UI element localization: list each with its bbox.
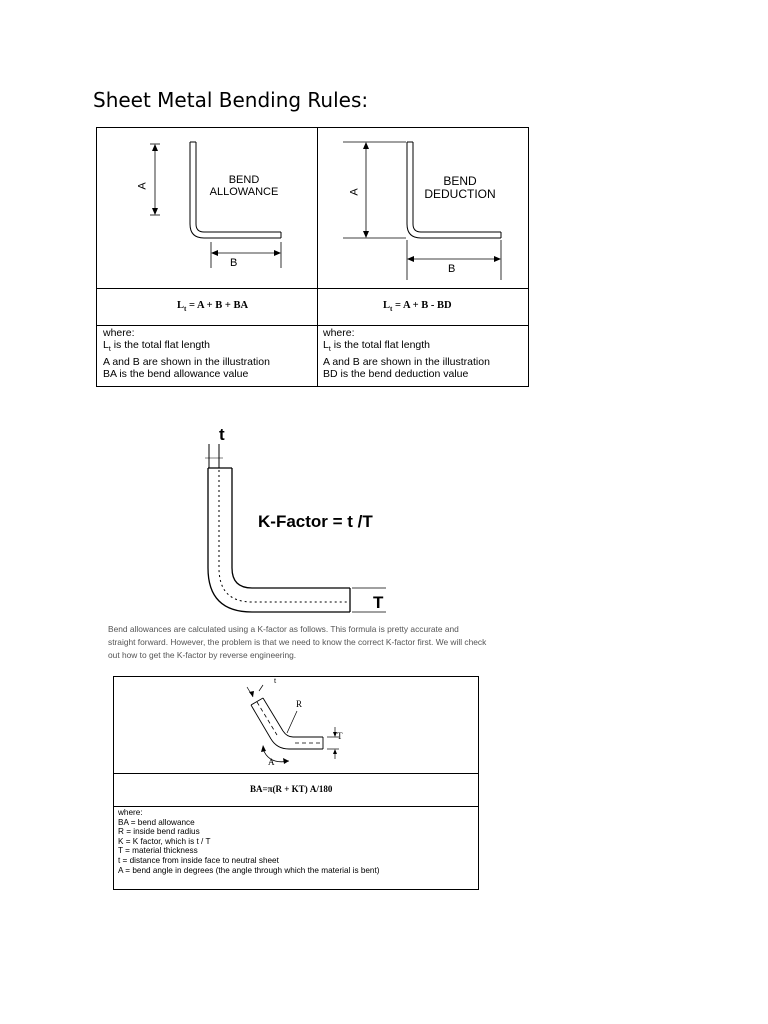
diagram-t-label: t — [274, 676, 277, 685]
table2-divider-h1 — [114, 773, 478, 774]
diagram-A-label: A — [268, 757, 275, 767]
bend-label-line1: BEND — [443, 174, 477, 188]
bend-label-line1: BEND — [228, 174, 260, 186]
bend-deduction-where: where: $L_t$ is the total flat length A and B are shown in the illustration BD is the bend deduction value — [323, 327, 490, 381]
diagram-T-label: T — [337, 731, 343, 741]
table-divider-h1 — [97, 288, 528, 289]
bend-deduction-diagram — [318, 128, 528, 288]
bend-allowance-label — [205, 174, 283, 198]
table-divider-h2 — [97, 325, 528, 326]
bend-label-line2: DEDUCTION — [424, 187, 496, 201]
k-factor-T-label: T — [373, 593, 384, 612]
where-line: A = bend angle in degrees (the angle through which the material is bent) — [118, 865, 380, 875]
dim-b-label-left: B — [230, 257, 238, 269]
ba-formula: BA=π(R + KT) A/180 — [250, 784, 333, 794]
bend-allowance-formula-table — [113, 676, 479, 890]
table2-divider-h2 — [114, 806, 478, 807]
where-line: T = material thickness — [118, 846, 198, 856]
where-line: K = K factor, which is t / T — [118, 836, 211, 846]
where-line: R = inside bend radius — [118, 827, 200, 837]
k-factor-t-label: t — [219, 425, 225, 444]
bend-geometry-diagram — [239, 679, 359, 771]
bend-deduction-formula: $L_t = A + B$ - BD — [383, 300, 452, 314]
k-factor-formula: K-Factor = t /T — [258, 512, 373, 531]
bend-label-line2: ALLOWANCE — [209, 186, 279, 198]
bend-allowance-diagram — [97, 128, 317, 288]
bend-allowance-formula: $L_t = A + B$ + BA — [177, 300, 249, 314]
dim-a-label-right: A — [348, 188, 361, 196]
page-title: Sheet Metal Bending Rules: — [93, 88, 369, 112]
bend-deduction-label — [420, 175, 500, 201]
diagram-R-label: R — [296, 699, 303, 709]
dim-b-label-right: B — [448, 263, 456, 275]
where-line: BA = bend allowance — [118, 817, 195, 827]
where-line: t = distance from inside face to neutral sheet — [118, 855, 279, 865]
dim-a-label-left: A — [136, 182, 149, 190]
bend-rules-table — [96, 127, 529, 387]
ba-where-list — [118, 808, 380, 875]
bend-allowance-where: where: $L_t$ is the total flat length A and B are shown in the illustration BA is the bend allowance value — [103, 327, 270, 381]
k-factor-description: Bend allowances are calculated using a K-factor as follows. This formula is pretty accurate and straight forward. However, the problem is that we need to know the correct K-factor first. We will check out how to get the K-factor by reverse engineering. — [108, 624, 487, 660]
where-line: where: — [118, 808, 143, 817]
